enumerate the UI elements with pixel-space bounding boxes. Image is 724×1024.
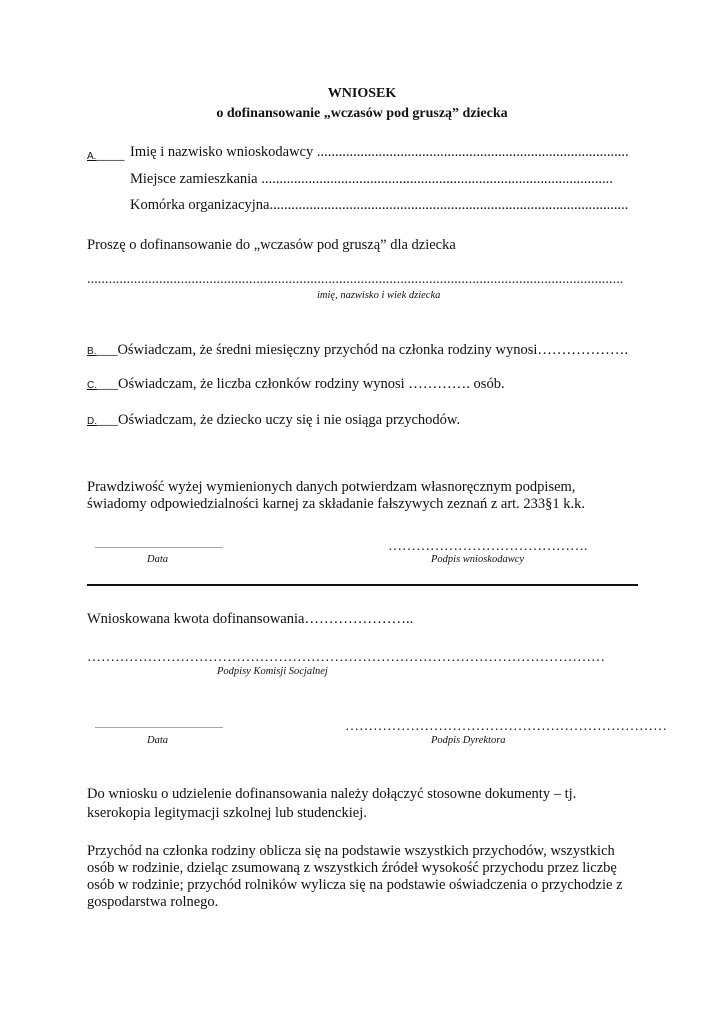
applicant-signature-label: Podpis wnioskodawcy — [431, 554, 525, 565]
section-a-marker: A. — [87, 151, 97, 162]
section-b-marker: B. — [87, 346, 97, 357]
requested-amount-field[interactable]: Wnioskowana kwota dofinansowania………………….. — [87, 611, 414, 627]
income-note-line-1: Przychód na członka rodziny oblicza się na podstawie wszystkich przychodów, wszystkich — [87, 843, 615, 859]
residence-field[interactable]: Miejsce zamieszkania ................................................................................................. — [130, 171, 613, 187]
section-d-underline: ___ — [97, 413, 118, 428]
date-label-2: Data — [147, 735, 168, 746]
director-signature-label: Podpis Dyrektora — [431, 735, 506, 746]
committee-signatures-label: Podpisy Komisji Socjalnej — [217, 666, 328, 677]
child-details-caption: imię, nazwisko i wiek dziecka — [317, 290, 441, 301]
income-note-line-4: gospodarstwa rolnego. — [87, 894, 219, 910]
section-a-marker-group — [87, 146, 124, 164]
organizational-unit-field[interactable]: Komórka organizacyjna................................................................................................... — [130, 197, 629, 213]
child-details-field[interactable]: ..................................................................................................................................................... — [87, 272, 624, 287]
date-field-1[interactable]: ................................................................ — [95, 541, 223, 550]
declaration-line-2: świadomy odpowiedzialności karnej za składanie fałszywych zeznań z art. 233§1 k.k. — [87, 496, 586, 512]
date-label-1: Data — [147, 554, 168, 565]
section-b-text: Oświadczam, że średni miesięczny przychód na członka rodziny wynosi………………. — [117, 342, 629, 358]
income-note-line-3: osób w rodzinie; przychód rolników wylicza się na podstawie oświadczenia o przychodzie z — [87, 877, 623, 893]
section-d-text: Oświadczam, że dziecko uczy się i nie osiąga przychodów. — [118, 412, 461, 428]
income-note-line-2: osób w rodzinie, dzieląc zsumowaną z wszystkich źródeł wysokość przychodu przez liczbę — [87, 860, 617, 876]
applicant-name-field[interactable]: Imię i nazwisko wnioskodawcy ...................................................................................... — [130, 144, 629, 160]
section-d-row — [87, 411, 460, 429]
section-c-row — [87, 375, 505, 393]
section-c-text: Oświadczam, że liczba członków rodziny wynosi …………. osób. — [118, 376, 505, 392]
committee-signatures-field[interactable]: ………………………………………………………………………………………………… — [87, 650, 605, 665]
section-divider — [87, 584, 638, 586]
attachment-note-line-2: kserokopia legitymacji szkolnej lub studenckiej. — [87, 805, 367, 821]
request-text: Proszę o dofinansowanie do „wczasów pod gruszą” dla dziecka — [87, 237, 456, 253]
declaration-line-1: Prawdziwość wyżej wymienionych danych potwierdzam własnoręcznym podpisem, — [87, 479, 576, 495]
section-c-underline: ___ — [97, 377, 118, 392]
date-field-2[interactable]: ................................................................ — [95, 721, 223, 730]
attachment-note-line-1: Do wniosku o udzielenie dofinansowania należy dołączyć stosowne dokumenty – tj. — [87, 786, 577, 802]
director-signature-field[interactable]: …………………………………………………………… — [345, 719, 667, 734]
document-subtitle: o dofinansowanie „wczasów pod gruszą” dziecka — [216, 106, 508, 121]
section-b-underline: ___ — [96, 343, 118, 358]
section-c-marker: C. — [87, 380, 97, 391]
section-d-marker: D. — [87, 416, 97, 427]
document-title: WNIOSEK — [327, 86, 397, 101]
section-a-underline: ____ — [96, 148, 125, 163]
section-b-row — [87, 341, 628, 359]
applicant-signature-field[interactable]: ……………………………………. — [388, 539, 588, 554]
